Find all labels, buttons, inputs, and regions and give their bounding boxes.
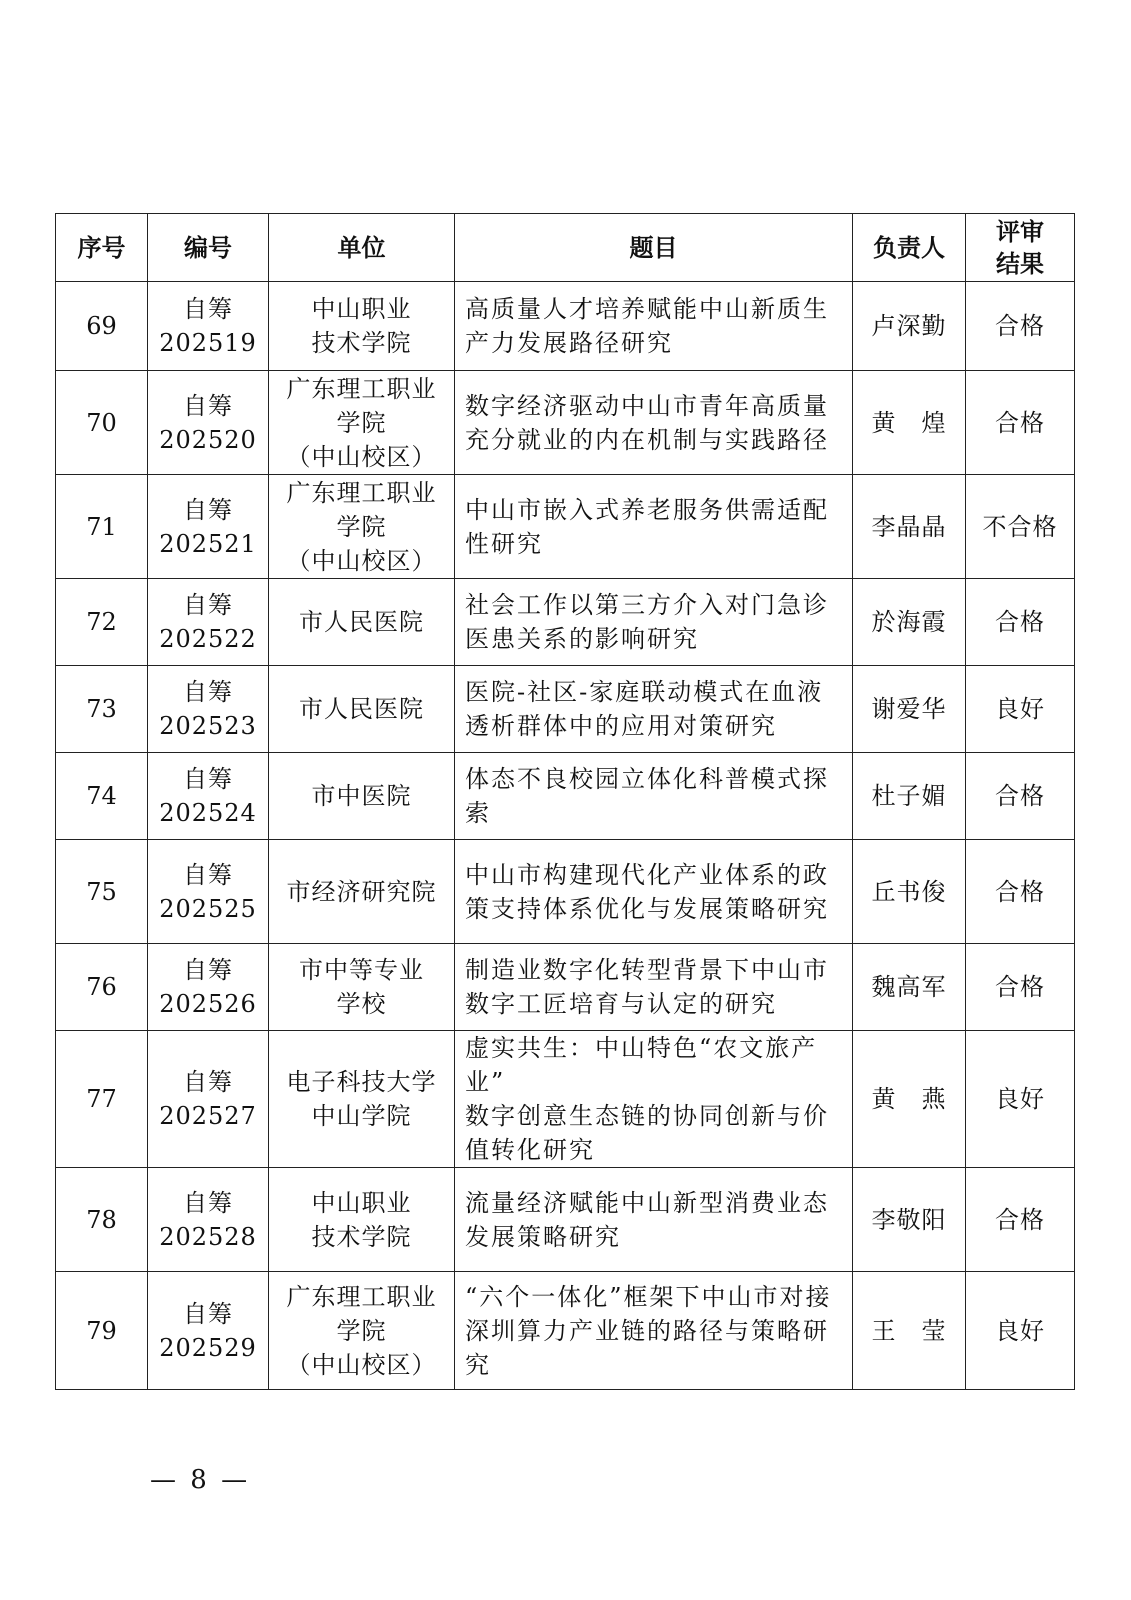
topic-line: 数字创意生态链的协同创新与价 (465, 1102, 829, 1130)
topic-line: 索 (465, 799, 491, 827)
cell-unit (269, 282, 455, 371)
topic-line: 流量经济赋能中山新型消费业态 (465, 1188, 829, 1217)
code-number: 202529 (159, 1333, 257, 1362)
cell-topic (455, 579, 853, 666)
header-result-line2: 结果 (996, 249, 1044, 278)
cell-person: 李晶晶 (853, 475, 966, 579)
table-row (56, 371, 1075, 475)
cell-unit (269, 475, 455, 579)
cell-result: 良好 (966, 1031, 1075, 1168)
unit-line: 广东理工职业 (286, 374, 437, 403)
unit-line: （中山校区） (286, 1350, 437, 1379)
unit-line: 市人民医院 (299, 608, 424, 636)
unit-line: 中山职业 (311, 1188, 412, 1217)
code-funding-type: 自筹 (183, 495, 233, 524)
code-number: 202524 (159, 799, 257, 827)
cell-topic (455, 944, 853, 1031)
cell-code (148, 371, 269, 475)
table-row (56, 579, 1075, 666)
cell-person: 黄 燕 (853, 1031, 966, 1168)
code-number: 202521 (159, 529, 257, 558)
cell-result: 良好 (966, 1272, 1075, 1390)
cell-index: 73 (56, 666, 148, 753)
code-number: 202522 (159, 625, 257, 653)
header-unit: 单位 (269, 214, 455, 282)
code-funding-type: 自筹 (183, 591, 233, 619)
topic-line: 社会工作以第三方介入对门急诊 (465, 591, 829, 619)
code-number: 202526 (159, 990, 257, 1018)
cell-unit (269, 944, 455, 1031)
cell-code (148, 840, 269, 944)
topic-line: 数字经济驱动中山市青年高质量 (465, 391, 829, 420)
cell-index: 76 (56, 944, 148, 1031)
topic-line: 医院-社区-家庭联动模式在血液 (465, 678, 824, 706)
code-number: 202527 (159, 1102, 257, 1130)
unit-line: 技术学院 (311, 1222, 412, 1251)
cell-person: 王 莹 (853, 1272, 966, 1390)
cell-index: 78 (56, 1168, 148, 1272)
topic-line: 充分就业的内在机制与实践路径 (465, 425, 829, 454)
code-funding-type: 自筹 (183, 391, 233, 420)
topic-line: 究 (465, 1350, 491, 1379)
cell-result: 合格 (966, 371, 1075, 475)
table-row (56, 1272, 1075, 1390)
cell-unit (269, 1168, 455, 1272)
cell-result: 合格 (966, 944, 1075, 1031)
unit-line: 市经济研究院 (286, 877, 437, 906)
topic-line: 深圳算力产业链的路径与策略研 (465, 1316, 829, 1345)
cell-index: 70 (56, 371, 148, 475)
cell-result: 合格 (966, 282, 1075, 371)
code-funding-type: 自筹 (183, 295, 233, 323)
cell-person: 黄 煌 (853, 371, 966, 475)
topic-line: 中山市嵌入式养老服务供需适配 (465, 495, 829, 524)
header-result (966, 214, 1075, 282)
cell-person: 於海霞 (853, 579, 966, 666)
cell-unit (269, 753, 455, 840)
cell-code (148, 753, 269, 840)
table-body (56, 282, 1075, 1390)
topic-line: 透析群体中的应用对策研究 (465, 712, 777, 740)
topic-line: “六个一体化”框架下中山市对接 (465, 1282, 832, 1311)
cell-code (148, 475, 269, 579)
cell-topic (455, 1031, 853, 1168)
cell-code (148, 944, 269, 1031)
topic-line: 数字工匠培育与认定的研究 (465, 990, 777, 1018)
review-results-table (55, 213, 1075, 1390)
cell-index: 77 (56, 1031, 148, 1168)
header-topic: 题目 (455, 214, 853, 282)
code-number: 202520 (159, 425, 257, 454)
topic-line: 高质量人才培养赋能中山新质生 (465, 295, 829, 323)
unit-line: 学院 (336, 512, 387, 541)
unit-line: 市中等专业 (299, 956, 424, 984)
header-code: 编号 (148, 214, 269, 282)
table-row (56, 1031, 1075, 1168)
unit-line: 中山职业 (311, 295, 412, 323)
topic-line: 医患关系的影响研究 (465, 625, 699, 653)
cell-topic (455, 753, 853, 840)
cell-result: 合格 (966, 1168, 1075, 1272)
cell-index: 74 (56, 753, 148, 840)
cell-unit (269, 1272, 455, 1390)
cell-person: 卢深勤 (853, 282, 966, 371)
unit-line: 中山学院 (311, 1102, 412, 1130)
cell-unit (269, 579, 455, 666)
cell-result: 合格 (966, 840, 1075, 944)
cell-topic (455, 1272, 853, 1390)
code-funding-type: 自筹 (183, 1068, 233, 1096)
code-number: 202528 (159, 1222, 257, 1251)
cell-code (148, 579, 269, 666)
unit-line: （中山校区） (286, 442, 437, 471)
cell-index: 79 (56, 1272, 148, 1390)
unit-line: 学院 (336, 1316, 387, 1345)
cell-person: 丘书俊 (853, 840, 966, 944)
table-row (56, 840, 1075, 944)
cell-index: 71 (56, 475, 148, 579)
header-index: 序号 (56, 214, 148, 282)
cell-code (148, 666, 269, 753)
code-funding-type: 自筹 (183, 956, 233, 984)
unit-line: 广东理工职业 (286, 1282, 437, 1311)
unit-line: 市人民医院 (299, 695, 424, 723)
cell-topic (455, 371, 853, 475)
cell-topic (455, 666, 853, 753)
topic-line: 中山市构建现代化产业体系的政 (465, 860, 829, 889)
table-row (56, 1168, 1075, 1272)
cell-unit (269, 371, 455, 475)
cell-person: 魏高军 (853, 944, 966, 1031)
header-result-line1: 评审 (996, 217, 1044, 246)
cell-topic (455, 1168, 853, 1272)
cell-index: 69 (56, 282, 148, 371)
table-row (56, 282, 1075, 371)
topic-line: 值转化研究 (465, 1136, 595, 1164)
code-funding-type: 自筹 (183, 765, 233, 793)
topic-line: 体态不良校园立体化科普模式探 (465, 765, 829, 793)
header-person: 负责人 (853, 214, 966, 282)
cell-result: 合格 (966, 753, 1075, 840)
unit-line: 学院 (336, 408, 387, 437)
table-row (56, 666, 1075, 753)
code-funding-type: 自筹 (183, 1188, 233, 1217)
cell-index: 72 (56, 579, 148, 666)
unit-line: 学校 (336, 990, 387, 1018)
cell-topic (455, 282, 853, 371)
topic-line: 制造业数字化转型背景下中山市 (465, 956, 829, 984)
topic-line: 产力发展路径研究 (465, 329, 673, 357)
topic-line: 发展策略研究 (465, 1222, 621, 1251)
cell-person: 杜子媚 (853, 753, 966, 840)
table-row (56, 753, 1075, 840)
code-funding-type: 自筹 (183, 1299, 233, 1328)
page-number: — 8 — (150, 1465, 251, 1495)
cell-unit (269, 840, 455, 944)
cell-result: 良好 (966, 666, 1075, 753)
table-row (56, 475, 1075, 579)
code-number: 202525 (159, 894, 257, 923)
code-funding-type: 自筹 (183, 860, 233, 889)
unit-line: 电子科技大学 (286, 1068, 437, 1096)
cell-unit (269, 1031, 455, 1168)
unit-line: 广东理工职业 (286, 478, 437, 507)
cell-topic (455, 840, 853, 944)
code-funding-type: 自筹 (183, 678, 233, 706)
table-row (56, 944, 1075, 1031)
topic-line: 性研究 (465, 529, 543, 558)
unit-line: （中山校区） (286, 546, 437, 575)
cell-code (148, 1168, 269, 1272)
unit-line: 市中医院 (311, 782, 412, 810)
topic-line: 虚实共生：中山特色“农文旅产业” (465, 1034, 818, 1096)
cell-result: 合格 (966, 579, 1075, 666)
topic-line: 策支持体系优化与发展策略研究 (465, 894, 829, 923)
code-number: 202523 (159, 712, 257, 740)
unit-line: 技术学院 (311, 329, 412, 357)
table-header-row (56, 214, 1075, 282)
cell-topic (455, 475, 853, 579)
code-number: 202519 (159, 329, 257, 357)
cell-person: 李敬阳 (853, 1168, 966, 1272)
cell-unit (269, 666, 455, 753)
cell-code (148, 1272, 269, 1390)
cell-code (148, 282, 269, 371)
cell-index: 75 (56, 840, 148, 944)
cell-result: 不合格 (966, 475, 1075, 579)
cell-code (148, 1031, 269, 1168)
cell-person: 谢爱华 (853, 666, 966, 753)
